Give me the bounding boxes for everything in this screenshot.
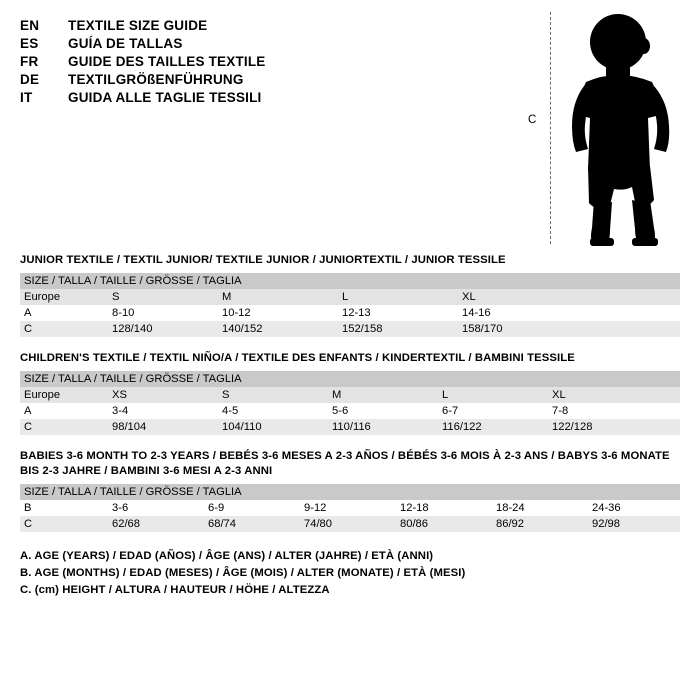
- column-header: M: [218, 289, 338, 305]
- legend-line-b: B. AGE (MONTHS) / EDAD (MESES) / ÂGE (MOIS) / ALTER (MONATE) / ETÀ (MESI): [20, 567, 466, 579]
- cell: 10-12: [218, 305, 338, 321]
- language-row: [20, 72, 540, 87]
- cell: 68/74: [204, 516, 300, 532]
- column-header: Europe: [20, 387, 108, 403]
- table-band-row: [20, 484, 680, 500]
- cell: 62/68: [108, 516, 204, 532]
- height-measure-figure: [526, 8, 686, 248]
- language-row: [20, 54, 540, 69]
- cell: 9-12: [300, 500, 396, 516]
- section-title: JUNIOR TEXTILE / TEXTIL JUNIOR/ TEXTILE JUNIOR / JUNIORTEXTIL / JUNIOR TESSILE: [20, 254, 506, 266]
- section-title: CHILDREN'S TEXTILE / TEXTIL NIÑO/A / TEXTILE DES ENFANTS / KINDERTEXTIL / BAMBINI TESSILE: [20, 352, 575, 364]
- table-header-row: [20, 387, 680, 403]
- column-header: L: [338, 289, 458, 305]
- legend-line-a: A. AGE (YEARS) / EDAD (AÑOS) / ÂGE (ANS) / ALTER (JAHRE) / ETÀ (ANNI): [20, 550, 434, 562]
- table-row: [20, 403, 680, 419]
- language-code: ES: [20, 36, 39, 51]
- section-children: [20, 351, 680, 435]
- language-title: GUIDA ALLE TAGLIE TESSILI: [68, 90, 262, 105]
- band-label: SIZE / TALLA / TAILLE / GRÖSSE / TAGLIA: [20, 484, 680, 500]
- column-header: XL: [458, 289, 578, 305]
- children-size-table: [20, 371, 680, 435]
- language-code: IT: [20, 90, 33, 105]
- row-label: C: [20, 321, 108, 337]
- cell: 152/158: [338, 321, 458, 337]
- cell: 104/110: [218, 419, 328, 435]
- cell: 14-16: [458, 305, 578, 321]
- cell: 128/140: [108, 321, 218, 337]
- section-title: BABIES 3-6 MONTH TO 2-3 YEARS / BEBÉS 3-6 MESES A 2-3 AÑOS / BÉBÉS 3-6 MOIS À 2-3 ANS / BABYS 3-6 MONATE BIS 2-3 JAHRE / BAMBINI 3-6 MESI A 2-3 ANNI: [20, 450, 670, 477]
- language-title: TEXTILE SIZE GUIDE: [68, 18, 208, 33]
- language-row: [20, 18, 540, 33]
- cell: 4-5: [218, 403, 328, 419]
- cell: 116/122: [438, 419, 548, 435]
- table-row: [20, 516, 680, 532]
- table-band-row: [20, 371, 680, 387]
- column-header: L: [438, 387, 548, 403]
- cell: 92/98: [588, 516, 680, 532]
- table-row: [20, 305, 680, 321]
- cell: 98/104: [108, 419, 218, 435]
- row-label: B: [20, 500, 108, 516]
- language-code: FR: [20, 54, 39, 69]
- cell: 3-4: [108, 403, 218, 419]
- cell: 6-7: [438, 403, 548, 419]
- table-header-row: [20, 289, 680, 305]
- table-row: [20, 419, 680, 435]
- cell: 5-6: [328, 403, 438, 419]
- babies-size-table: [20, 484, 680, 532]
- cell-empty: [578, 305, 680, 321]
- cell: 74/80: [300, 516, 396, 532]
- language-row: [20, 90, 540, 105]
- column-header: S: [218, 387, 328, 403]
- language-code: DE: [20, 72, 40, 87]
- measure-dashed-line: [550, 12, 551, 244]
- cell: 110/116: [328, 419, 438, 435]
- column-header: Europe: [20, 289, 108, 305]
- measure-label-c: C: [528, 114, 537, 126]
- cell: 3-6: [108, 500, 204, 516]
- junior-size-table: [20, 273, 680, 337]
- column-header: XL: [548, 387, 680, 403]
- row-label: A: [20, 305, 108, 321]
- cell: 140/152: [218, 321, 338, 337]
- cell: 6-9: [204, 500, 300, 516]
- table-row: [20, 500, 680, 516]
- cell: 86/92: [492, 516, 588, 532]
- language-title-block: [20, 18, 540, 105]
- language-title: TEXTILGRÖßENFÜHRUNG: [68, 72, 244, 87]
- cell: 12-13: [338, 305, 458, 321]
- column-header: S: [108, 289, 218, 305]
- column-header-empty: [578, 289, 680, 305]
- cell: 18-24: [492, 500, 588, 516]
- cell: 7-8: [548, 403, 680, 419]
- cell: 158/170: [458, 321, 578, 337]
- column-header: XS: [108, 387, 218, 403]
- row-label: C: [20, 516, 108, 532]
- column-header: M: [328, 387, 438, 403]
- band-label: SIZE / TALLA / TAILLE / GRÖSSE / TAGLIA: [20, 371, 680, 387]
- language-title: GUIDE DES TAILLES TEXTILE: [68, 54, 266, 69]
- cell: 12-18: [396, 500, 492, 516]
- section-babies: [20, 449, 680, 532]
- language-row: [20, 36, 540, 51]
- legend-block: [20, 548, 680, 599]
- table-band-row: [20, 273, 680, 289]
- row-label: A: [20, 403, 108, 419]
- language-title: GUÍA DE TALLAS: [68, 36, 183, 51]
- language-code: EN: [20, 18, 40, 33]
- band-label: SIZE / TALLA / TAILLE / GRÖSSE / TAGLIA: [20, 273, 680, 289]
- cell: 8-10: [108, 305, 218, 321]
- cell: 122/128: [548, 419, 680, 435]
- cell-empty: [578, 321, 680, 337]
- section-junior: [20, 253, 680, 337]
- table-row: [20, 321, 680, 337]
- row-label: C: [20, 419, 108, 435]
- legend-line-c: C. (cm) HEIGHT / ALTURA / HAUTEUR / HÖHE / ALTEZZA: [20, 584, 330, 596]
- cell: 80/86: [396, 516, 492, 532]
- cell: 24-36: [588, 500, 680, 516]
